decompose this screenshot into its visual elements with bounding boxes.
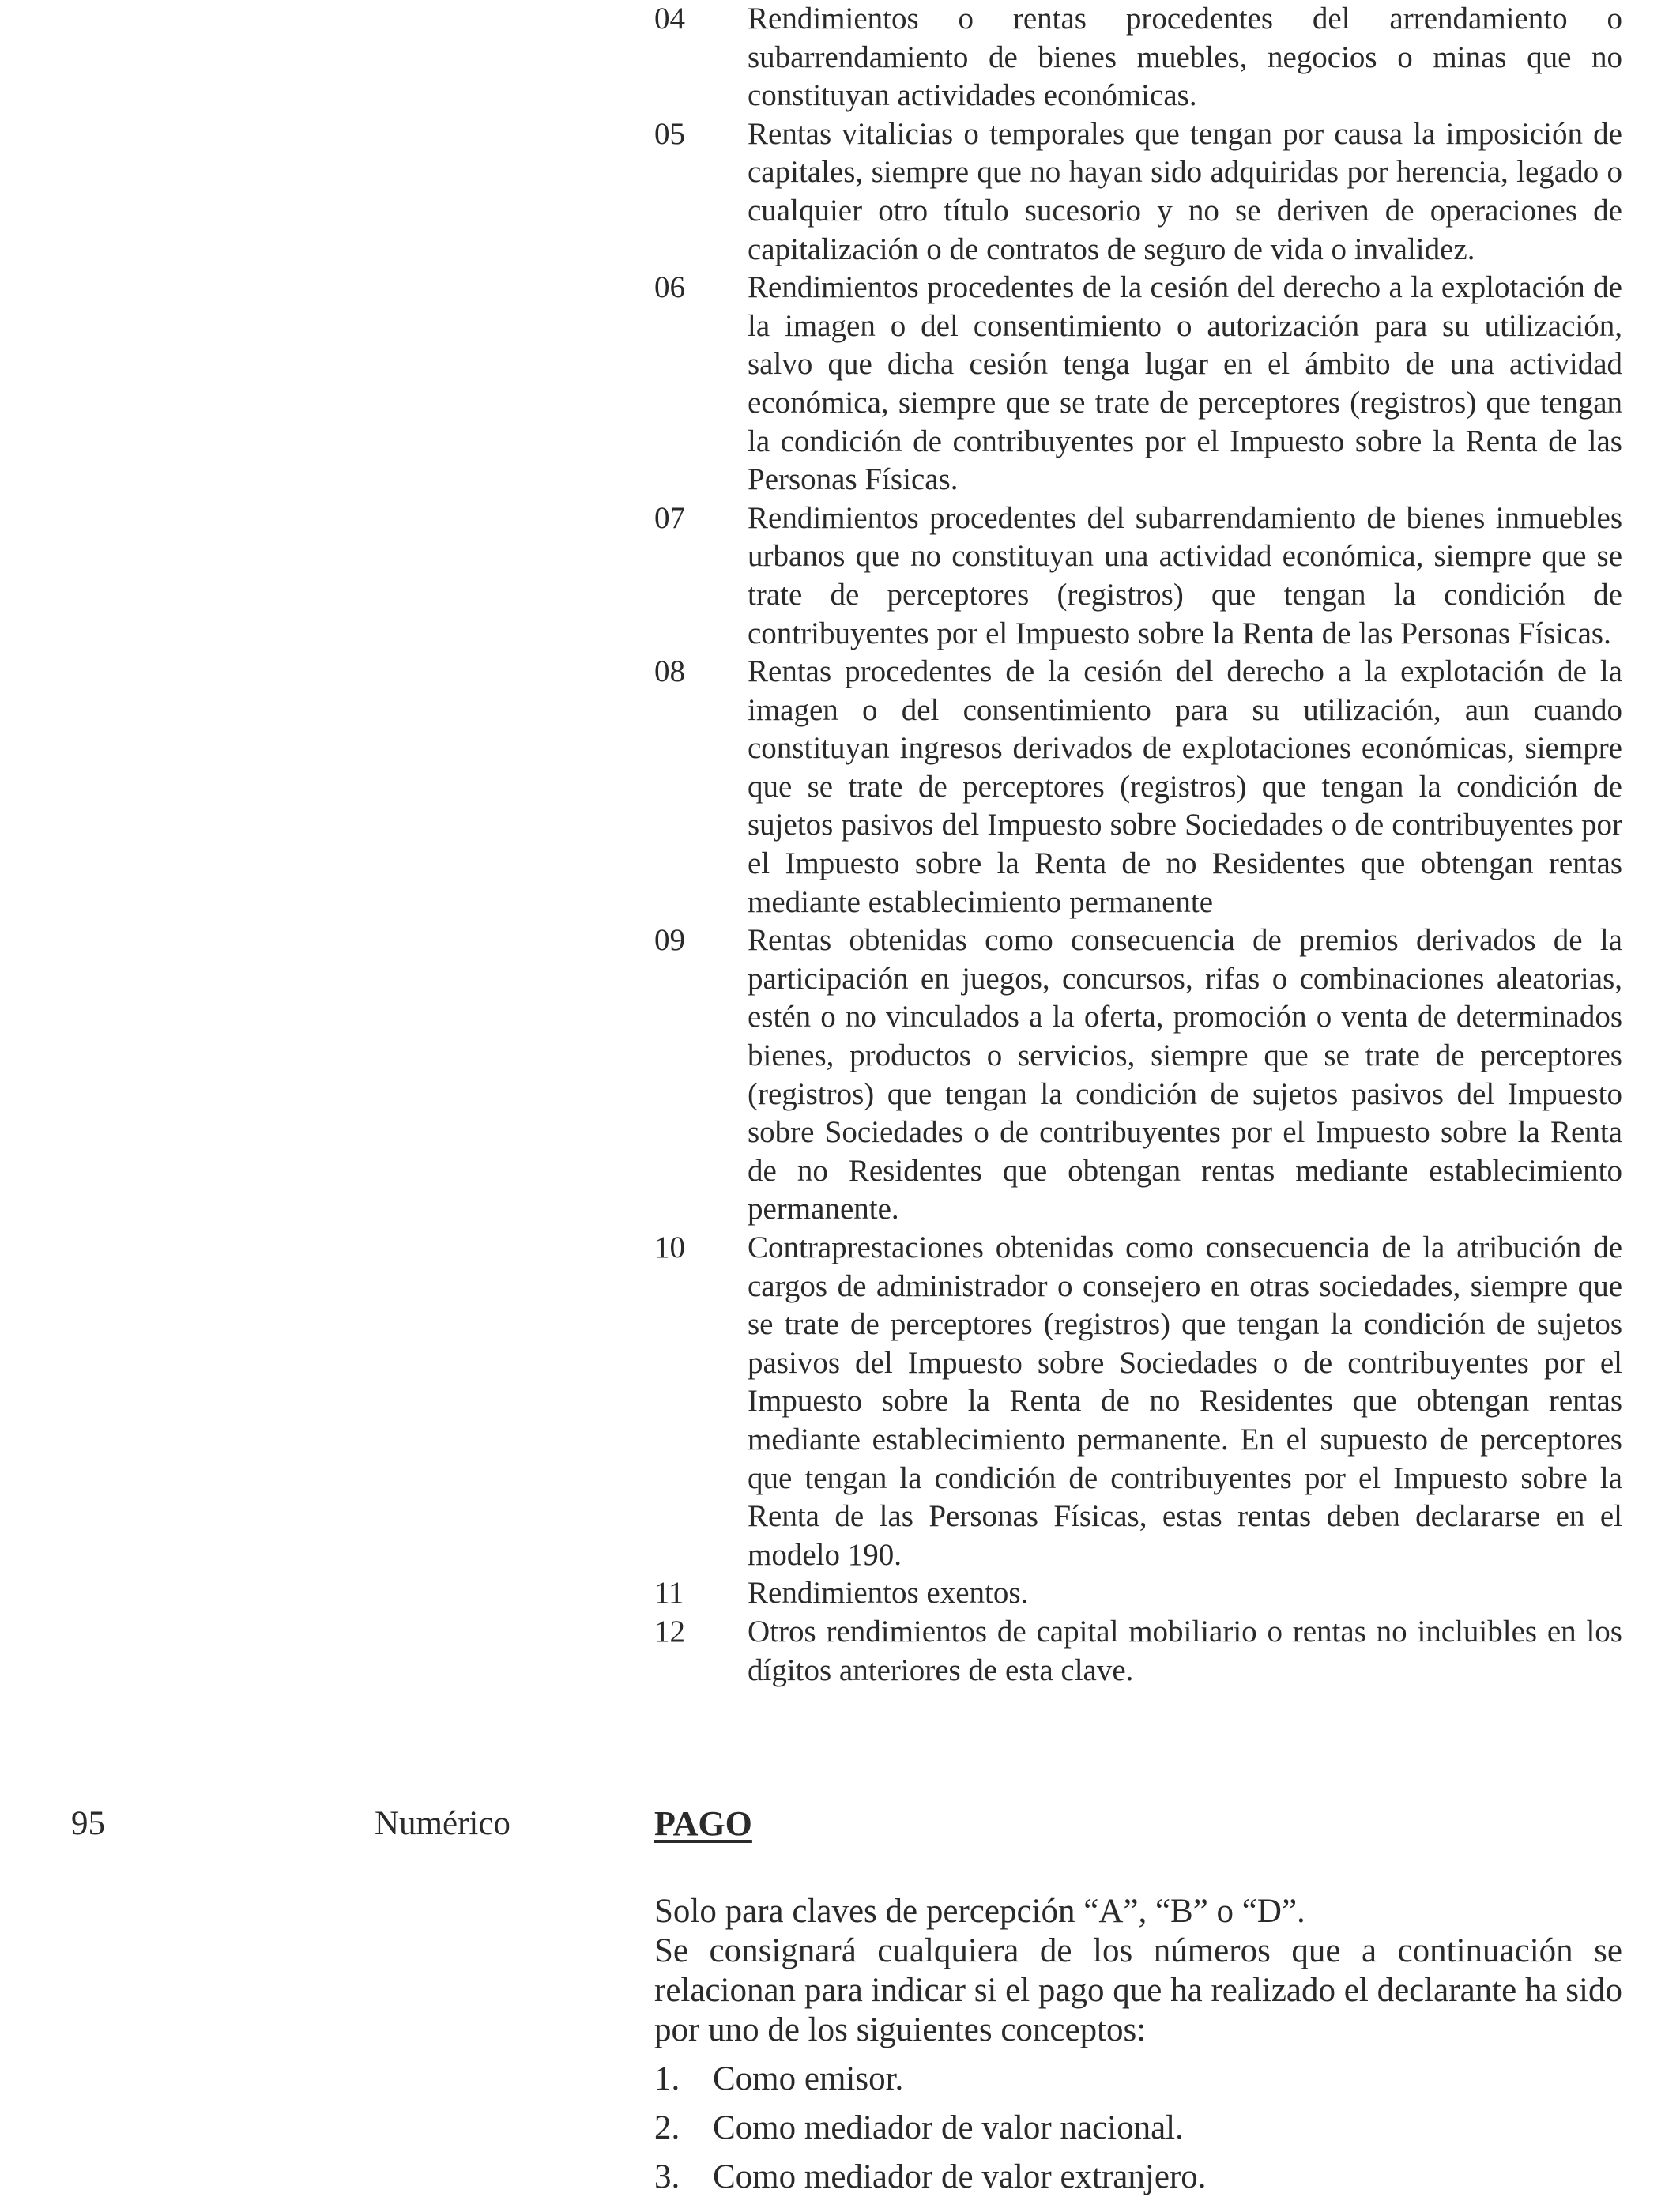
list-item	[654, 1613, 1622, 1690]
list-item	[654, 269, 1622, 499]
list-item	[654, 0, 1622, 115]
item-code: 07	[654, 500, 685, 535]
item-text: Rentas vitalicias o temporales que tengan por causa la imposición de capitales, siempre que no hayan sido adquiridas por herencia, legado o cualquier otro título sucesorio y no se deriven de operaciones de capitalización o de contratos de seguro de vida o invalidez.	[748, 116, 1622, 266]
item-code: 06	[654, 270, 685, 305]
pago-options-list	[654, 2059, 1622, 2197]
item-code: 11	[654, 1576, 684, 1611]
option-number: 1.	[654, 2060, 680, 2097]
item-text: Rentas procedentes de la cesión del derecho a la explotación de la imagen o del consentimiento para su utilización, aun cuando constituyan ingresos derivados de explotaciones económicas, siempre que se trate de perceptores (registros) que tengan la condición de sujetos pasivos del Impuesto sobre Sociedades o de contribuyentes por el Impuesto sobre la Renta de no Residentes que obtengan rentas mediante establecimiento permanente	[748, 654, 1622, 919]
item-text: Rendimientos o rentas procedentes del arrendamiento o subarrendamiento de bienes muebles, negocios o minas que no constituyan actividades económicas.	[748, 2, 1622, 113]
key-digit-list	[654, 0, 1622, 1690]
item-text: Contraprestaciones obtenidas como consecuencia de la atribución de cargos de administrador o consejero en otras sociedades, siempre que se trate de perceptores (registros) que tengan la condición de sujetos pasivos del Impuesto sobre Sociedades o de contribuyentes por el Impuesto sobre la Renta de no Residentes que obtengan rentas mediante establecimiento permanente. En el supuesto de perceptores que tengan la condición de contribuyentes por el Impuesto sobre la Renta de las Personas Físicas, estas rentas deben declararse en el modelo 190.	[748, 1230, 1622, 1572]
item-text: Otros rendimientos de capital mobiliario o rentas no incluibles en los dígitos anteriores de esta clave.	[748, 1614, 1622, 1687]
pago-description-block	[654, 1892, 1622, 2197]
option-label: Como mediador de valor nacional.	[713, 2109, 1184, 2146]
list-item	[654, 115, 1622, 269]
item-code: 05	[654, 116, 685, 151]
field-type: Numérico	[375, 1805, 510, 1842]
item-code: 10	[654, 1230, 685, 1264]
item-code: 12	[654, 1614, 685, 1649]
pago-description: Se consignará cualquiera de los números que a continuación se relacionan para indicar si el pago que ha realizado el declarante ha sido por uno de los siguientes conceptos:	[654, 1932, 1622, 2048]
item-code: 09	[654, 923, 685, 958]
list-item	[654, 2157, 1622, 2197]
list-item	[654, 2059, 1622, 2099]
item-text: Rendimientos exentos.	[748, 1576, 1029, 1611]
option-label: Como emisor.	[713, 2060, 904, 2097]
item-text: Rendimientos procedentes de la cesión del derecho a la explotación de la imagen o del consentimiento o autorización para su utilización, salvo que dicha cesión tenga lugar en el ámbito de una actividad económica, siempre que se trate de perceptores (registros) que tengan la condición de contribuyentes por el Impuesto sobre la Renta de las Personas Físicas.	[748, 270, 1622, 497]
field-position-number: 95	[71, 1805, 105, 1842]
field-title: PAGO	[654, 1804, 752, 1843]
item-text: Rendimientos procedentes del subarrendamiento de bienes inmuebles urbanos que no constituyan una actividad económica, siempre que se trate de perceptores (registros) que tengan la condición de contribuyentes por el Impuesto sobre la Renta de las Personas Físicas.	[748, 500, 1622, 650]
option-number: 3.	[654, 2158, 680, 2195]
option-number: 2.	[654, 2109, 680, 2146]
item-code: 04	[654, 2, 685, 36]
list-item	[654, 2108, 1622, 2148]
item-code: 08	[654, 654, 685, 689]
list-item	[654, 1229, 1622, 1574]
pago-note: Solo para claves de percepción “A”, “B” o “D”.	[654, 1893, 1305, 1930]
list-item	[654, 499, 1622, 653]
list-item	[654, 921, 1622, 1229]
list-item	[654, 1574, 1622, 1613]
item-text: Rentas obtenidas como consecuencia de premios derivados de la participación en juegos, concursos, rifas o combinaciones aleatorias, estén o no vinculados a la oferta, promoción o venta de determinados bienes, productos o servicios, siempre que se trate de perceptores (registros) que tengan la condición de sujetos pasivos del Impuesto sobre Sociedades o de contribuyentes por el Impuesto sobre la Renta de no Residentes que obtengan rentas mediante establecimiento permanente.	[748, 923, 1622, 1227]
option-label: Como mediador de valor extranjero.	[713, 2158, 1207, 2195]
list-item	[654, 653, 1622, 921]
